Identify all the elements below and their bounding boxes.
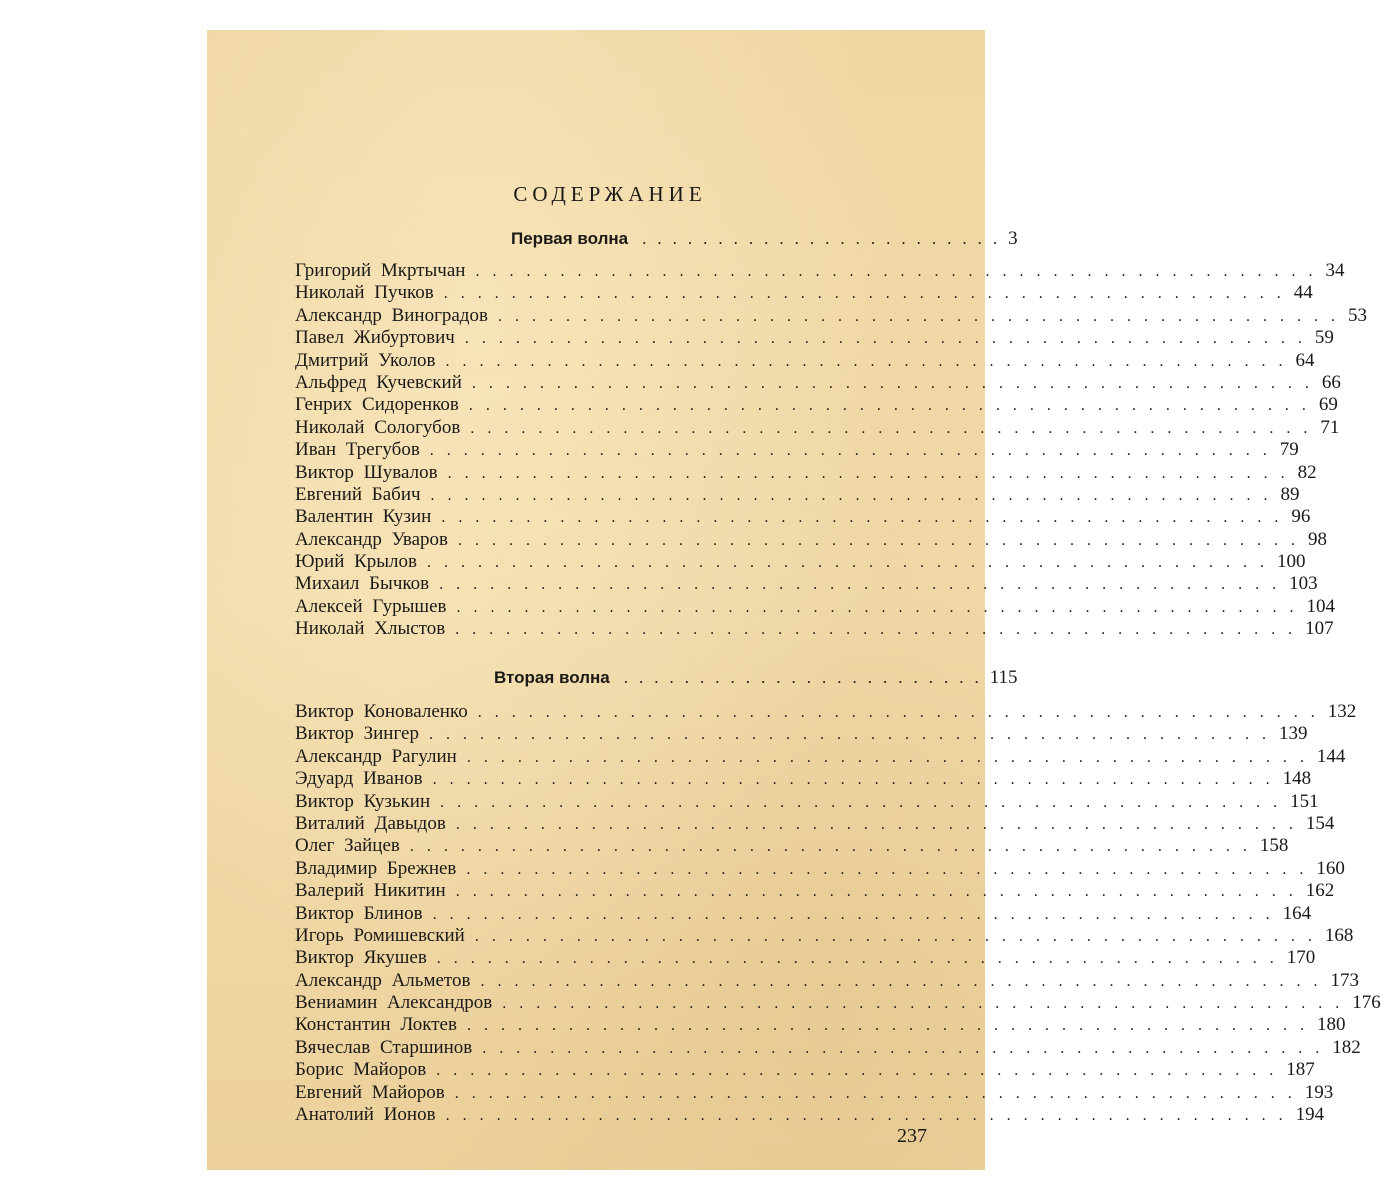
entry-page: 82 xyxy=(1297,461,1317,483)
toc-entry xyxy=(295,880,1335,902)
toc-entry xyxy=(295,924,1354,947)
leader-dots: .................................................. xyxy=(441,509,1292,527)
entry-page: 59 xyxy=(1314,327,1334,349)
entry-page: 104 xyxy=(1306,595,1335,617)
section-entries-first-wave xyxy=(295,260,1367,641)
entry-name: Альфред Кучевский xyxy=(295,371,462,393)
entry-page: 180 xyxy=(1316,1014,1346,1036)
leader-dots: .................................................. xyxy=(455,883,1306,901)
toc-entry xyxy=(295,768,1312,790)
leader-dots: .................................................. xyxy=(468,397,1319,415)
entry-name: Константин Локтев xyxy=(295,1014,457,1036)
section-heading-page: 115 xyxy=(989,667,1018,688)
leader-dots: .................................................. xyxy=(466,1017,1317,1035)
entry-page: 66 xyxy=(1321,371,1341,393)
entry-page: 187 xyxy=(1286,1059,1315,1081)
toc-entry xyxy=(295,461,1317,484)
leader-dots: .................................................. xyxy=(466,748,1317,766)
leader-dots: .................................................. xyxy=(458,531,1309,549)
toc-entry xyxy=(295,394,1338,416)
toc-entry xyxy=(295,857,1345,880)
leader-dots: .................................................. xyxy=(456,598,1307,616)
toc-entry xyxy=(295,1059,1315,1081)
section-heading-label: Первая волна xyxy=(511,229,629,248)
section-heading-second-wave xyxy=(494,667,1018,689)
entry-page: 168 xyxy=(1324,924,1354,946)
leader-dots: ........................ xyxy=(642,229,1009,248)
entry-name: Виктор Кузькин xyxy=(295,790,431,812)
leader-dots: .................................................. xyxy=(447,464,1298,482)
entry-page: 64 xyxy=(1295,349,1315,371)
toc-entry xyxy=(295,528,1328,551)
toc-entry xyxy=(295,969,1359,992)
toc-entry xyxy=(295,745,1346,768)
toc-entry xyxy=(295,812,1335,835)
leader-dots: .................................................. xyxy=(432,771,1283,789)
section-heading-label: Вторая волна xyxy=(494,668,610,687)
entry-name: Эдуард Иванов xyxy=(295,768,423,790)
toc-entry xyxy=(295,260,1345,282)
toc-entry xyxy=(295,371,1341,394)
entry-page: 98 xyxy=(1308,528,1328,550)
entry-page: 158 xyxy=(1259,835,1289,857)
book-page xyxy=(207,30,1381,1170)
entry-page: 100 xyxy=(1277,551,1306,573)
leader-dots: .................................................. xyxy=(455,815,1306,833)
toc-entry xyxy=(295,947,1316,969)
toc-entry xyxy=(295,506,1311,528)
leader-dots: .................................................. xyxy=(445,352,1296,370)
toc-entry xyxy=(295,595,1335,618)
toc-entry xyxy=(295,701,1357,723)
leader-dots: .................................................. xyxy=(429,442,1280,460)
leader-dots: .................................................. xyxy=(475,263,1326,280)
leader-dots: .................................................. xyxy=(482,1039,1333,1057)
leader-dots: .................................................. xyxy=(409,838,1260,856)
entry-page: 34 xyxy=(1325,260,1345,281)
entry-name: Анатолий Ионов xyxy=(295,1104,436,1126)
toc-entry xyxy=(295,551,1306,573)
toc-entry xyxy=(295,349,1315,372)
entry-page: 173 xyxy=(1330,969,1359,991)
leader-dots: .................................................. xyxy=(440,793,1291,811)
entry-page: 69 xyxy=(1318,394,1338,416)
toc-entry xyxy=(295,992,1381,1014)
leader-dots: .................................................. xyxy=(443,285,1294,303)
entry-page: 96 xyxy=(1291,506,1311,528)
toc-entry xyxy=(295,790,1319,813)
entry-name: Григорий Мкртычан xyxy=(295,260,466,281)
entry-name: Генрих Сидоренков xyxy=(295,394,459,416)
entry-name: Олег Зайцев xyxy=(295,835,400,857)
leader-dots: ........................ xyxy=(623,668,990,687)
entry-name: Александр Рагулин xyxy=(295,745,457,767)
leader-dots: .................................................. xyxy=(428,726,1279,744)
entry-name: Николай Сологубов xyxy=(295,416,461,438)
entry-name: Александр Виноградов xyxy=(295,304,488,326)
leader-dots: .................................................. xyxy=(464,330,1315,348)
entry-name: Виктор Блинов xyxy=(295,902,423,924)
entry-page: 160 xyxy=(1316,857,1345,879)
leader-dots: .................................................. xyxy=(502,995,1353,1013)
entry-page: 193 xyxy=(1304,1081,1334,1103)
toc-entry xyxy=(295,618,1334,640)
entry-page: 162 xyxy=(1305,880,1335,902)
entry-name: Алексей Гурышев xyxy=(295,595,447,617)
entry-name: Александр Уваров xyxy=(295,528,449,550)
entry-page: 71 xyxy=(1320,416,1340,438)
entry-page: 170 xyxy=(1286,947,1316,969)
entry-name: Вениамин Александров xyxy=(295,992,493,1014)
leader-dots: .................................................. xyxy=(455,621,1306,639)
toc-entry xyxy=(295,1036,1361,1059)
entry-page: 176 xyxy=(1352,992,1381,1014)
section-entries-second-wave xyxy=(295,701,1381,1126)
toc-entry xyxy=(295,327,1334,349)
toc-entry xyxy=(295,573,1318,595)
entry-name: Виктор Зингер xyxy=(295,723,419,745)
entry-page: 154 xyxy=(1305,812,1335,834)
leader-dots: .................................................. xyxy=(427,554,1278,572)
toc-entry xyxy=(295,304,1367,327)
leader-dots: .................................................. xyxy=(497,307,1348,325)
entry-name: Виктор Шувалов xyxy=(295,461,438,483)
entry-page: 103 xyxy=(1289,573,1318,595)
entry-name: Михаил Бычков xyxy=(295,573,430,595)
entry-page: 132 xyxy=(1327,701,1357,722)
leader-dots: .................................................. xyxy=(474,927,1325,945)
entry-page: 107 xyxy=(1305,618,1334,640)
leader-dots: .................................................. xyxy=(466,860,1317,878)
entry-page: 194 xyxy=(1295,1104,1325,1126)
entry-name: Борис Майоров xyxy=(295,1059,427,1081)
entry-name: Виктор Якушев xyxy=(295,947,427,969)
toc-entry xyxy=(295,282,1313,304)
entry-page: 148 xyxy=(1282,768,1312,790)
section-heading-page: 3 xyxy=(1008,228,1018,249)
toc-entry xyxy=(295,439,1299,461)
entry-page: 79 xyxy=(1279,439,1299,461)
leader-dots: .................................................. xyxy=(439,576,1290,594)
entry-name: Павел Жибуртович xyxy=(295,327,455,349)
leader-dots: .................................................. xyxy=(477,704,1328,721)
toc-entry xyxy=(295,1014,1346,1036)
entry-name: Вячеслав Старшинов xyxy=(295,1036,473,1058)
leader-dots: .................................................. xyxy=(470,419,1321,437)
entry-page: 139 xyxy=(1278,723,1308,745)
leader-dots: .................................................. xyxy=(430,486,1281,504)
entry-name: Николай Пучков xyxy=(295,282,434,304)
entry-name: Александр Альметов xyxy=(295,969,471,991)
leader-dots: .................................................. xyxy=(480,972,1331,990)
leader-dots: .................................................. xyxy=(471,374,1322,392)
entry-page: 53 xyxy=(1347,304,1367,326)
entry-name: Валерий Никитин xyxy=(295,880,446,902)
entry-page: 151 xyxy=(1290,790,1319,812)
leader-dots: .................................................. xyxy=(436,950,1287,968)
section-heading-first-wave xyxy=(511,228,1018,250)
entry-name: Игорь Ромишевский xyxy=(295,924,465,946)
toc-entry xyxy=(295,902,1312,925)
toc-entry xyxy=(295,1081,1334,1104)
entry-page: 44 xyxy=(1293,282,1313,304)
page-title: СОДЕРЖАНИЕ xyxy=(513,182,707,206)
entry-name: Виталий Давыдов xyxy=(295,812,446,834)
entry-name: Дмитрий Уколов xyxy=(295,349,436,371)
entry-page: 164 xyxy=(1282,902,1312,924)
toc-entry xyxy=(295,1104,1325,1126)
toc-entry xyxy=(295,416,1340,439)
entry-name: Николай Хлыстов xyxy=(295,618,446,640)
entry-name: Юрий Крылов xyxy=(295,551,418,573)
entry-name: Виктор Коноваленко xyxy=(295,701,468,722)
entry-name: Валентин Кузин xyxy=(295,506,432,528)
entry-page: 182 xyxy=(1332,1036,1361,1058)
entry-name: Евгений Бабич xyxy=(295,483,421,505)
entry-name: Иван Трегубов xyxy=(295,439,420,461)
leader-dots: .................................................. xyxy=(436,1062,1287,1080)
toc-entry xyxy=(295,835,1289,857)
entry-name: Евгений Майоров xyxy=(295,1081,445,1103)
leader-dots: .................................................. xyxy=(454,1084,1305,1102)
entry-page: 89 xyxy=(1280,483,1300,505)
toc-entry xyxy=(295,723,1308,745)
entry-name: Владимир Брежнев xyxy=(295,857,457,879)
leader-dots: .................................................. xyxy=(445,1107,1296,1125)
leader-dots: .................................................. xyxy=(432,905,1283,923)
toc-entry xyxy=(295,483,1300,506)
page-number: 237 xyxy=(897,1125,927,1147)
entry-page: 144 xyxy=(1316,745,1346,767)
